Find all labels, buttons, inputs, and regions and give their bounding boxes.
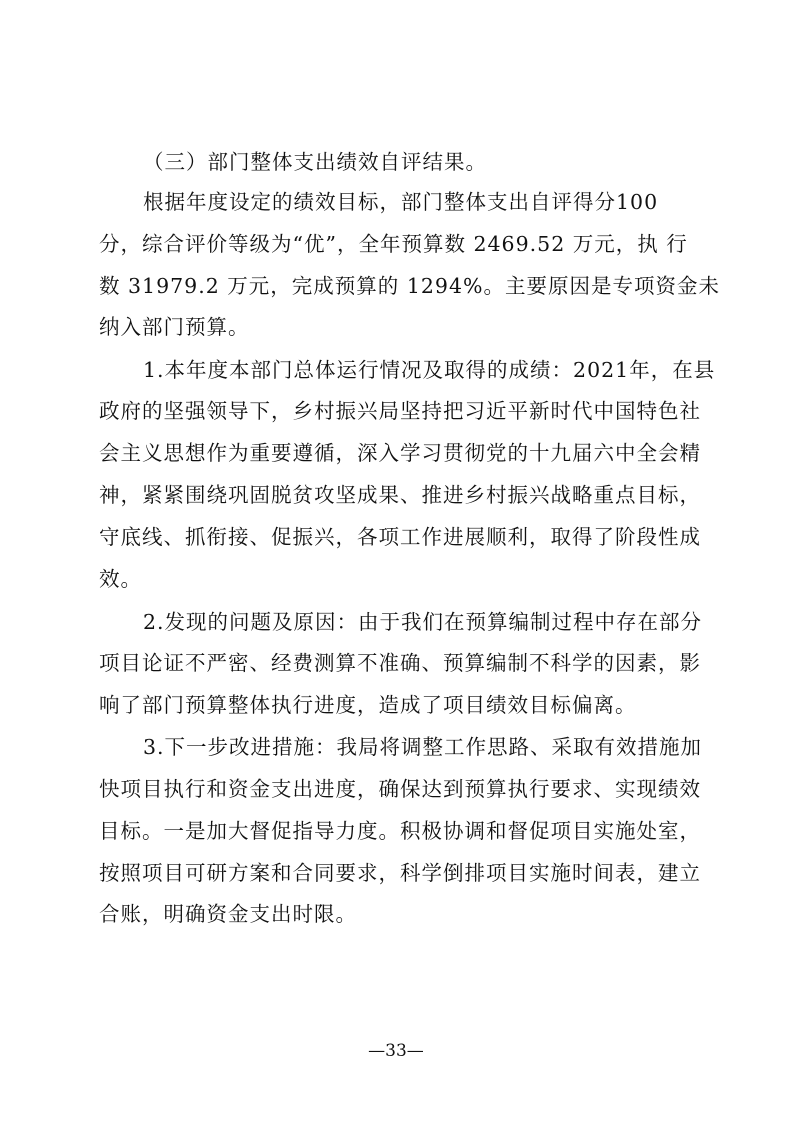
paragraph-line-text: 2.发现的问题及原因：由于我们在预算编制过程中存在部分 — [143, 610, 703, 634]
paragraph-line — [0, 689, 792, 721]
section-heading-text: （三）部门整体支出绩效自评结果。 — [143, 150, 487, 174]
paragraph-line — [0, 606, 792, 638]
paragraph-line-text: 合账，明确资金支出时限。 — [99, 902, 357, 926]
paragraph-line — [0, 563, 792, 595]
paragraph-line-text: 神，紧紧围绕巩固脱贫攻坚成果、推进乡村振兴战略重点目标， — [99, 483, 701, 507]
paragraph-line — [0, 270, 792, 302]
paragraph-line — [0, 186, 792, 218]
paragraph-line-text: 守底线、抓衔接、促振兴，各项工作进展顺利，取得了阶段性成 — [99, 525, 701, 549]
paragraph-line-text: 根据年度设定的绩效目标，部门整体支出自评得分100 — [143, 190, 659, 214]
paragraph-line — [0, 898, 792, 930]
paragraph-line — [0, 815, 792, 847]
paragraph-line-text: 按照项目可研方案和合同要求，科学倒排项目实施时间表，建立 — [99, 861, 701, 885]
paragraph-line — [0, 354, 792, 386]
paragraph-line-text: 政府的坚强领导下，乡村振兴局坚持把习近平新时代中国特色社 — [99, 399, 701, 423]
paragraph-line-text: 目标。一是加大督促指导力度。积极协调和督促项目实施处室， — [99, 819, 701, 843]
paragraph-line-text: 会主义思想作为重要遵循，深入学习贯彻党的十九届六中全会精 — [99, 441, 701, 465]
paragraph-line — [0, 479, 792, 511]
paragraph-line-text: 分，综合评价等级为“优”，全年预算数 2469.52 万元，执 行 — [99, 232, 688, 256]
paragraph-line — [0, 311, 792, 343]
paragraph-line — [0, 395, 792, 427]
paragraph-line — [0, 647, 792, 679]
paragraph-line — [0, 857, 792, 889]
paragraph-line-text: 3.下一步改进措施：我局将调整工作思路、采取有效措施加 — [143, 735, 703, 759]
paragraph-line-text: 纳入部门预算。 — [99, 315, 250, 339]
paragraph-line-text: 1.本年度本部门总体运行情况及取得的成绩：2021年，在县 — [143, 358, 716, 382]
paragraph-line-text: 项目论证不严密、经费测算不准确、预算编制不科学的因素，影 — [99, 651, 701, 675]
paragraph-line-text: 响了部门预算整体执行进度，造成了项目绩效目标偏离。 — [99, 693, 637, 717]
section-heading — [0, 146, 792, 178]
paragraph-line — [0, 731, 792, 763]
paragraph-line-text: 数 31979.2 万元，完成预算的 1294%。主要原因是专项资金未 — [99, 274, 720, 298]
page-number: —33— — [368, 1041, 424, 1061]
paragraph-line — [0, 773, 792, 805]
paragraph-line — [0, 437, 792, 469]
paragraph-line — [0, 228, 792, 260]
paragraph-line — [0, 521, 792, 553]
paragraph-line-text: 效。 — [99, 567, 142, 591]
paragraph-line-text: 快项目执行和资金支出进度，确保达到预算执行要求、实现绩效 — [99, 777, 701, 801]
